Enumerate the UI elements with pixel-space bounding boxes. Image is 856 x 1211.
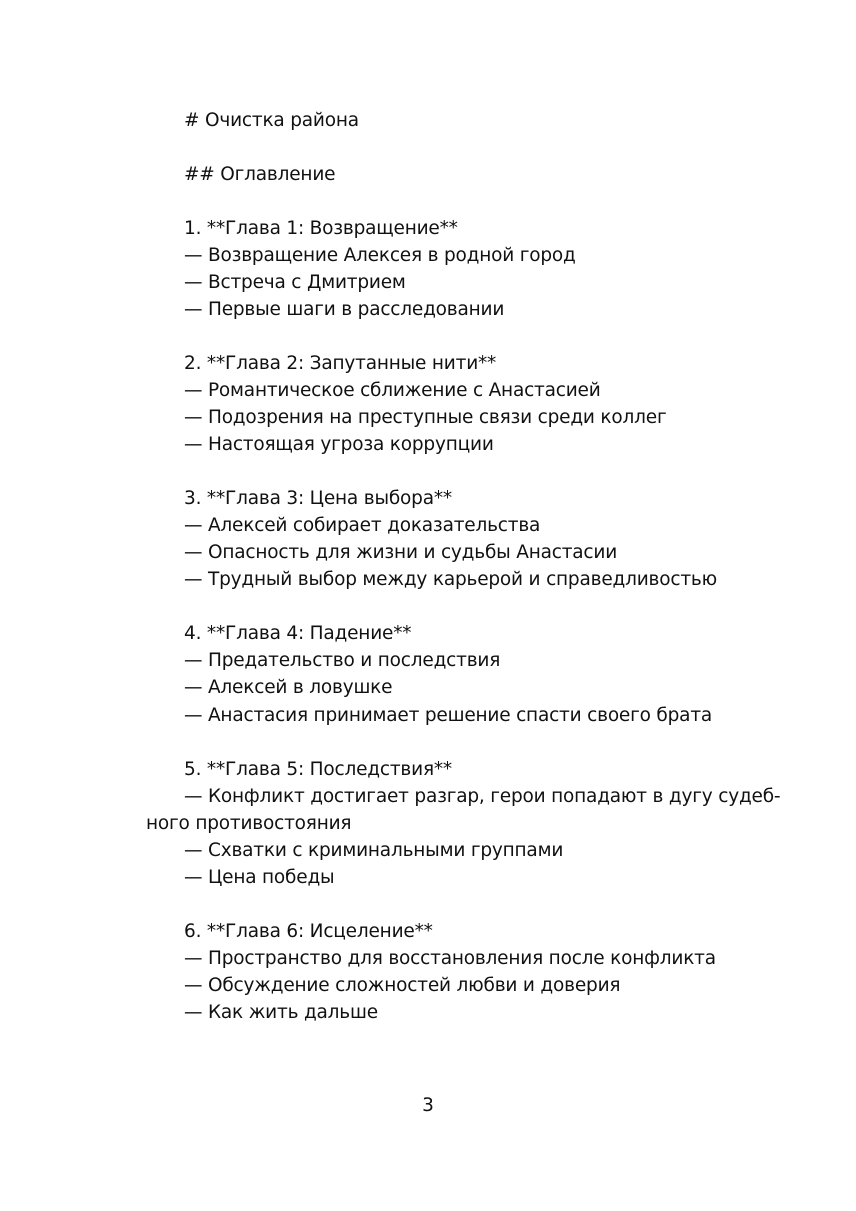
list-item: — Обсуждение сложностей любви и доверия [184, 975, 621, 996]
page-number: 3 [422, 1095, 434, 1116]
list-item: — Как жить дальше [184, 1002, 378, 1023]
list-item: — Предательство и последствия [184, 650, 501, 671]
document-title: # Очистка района [184, 110, 359, 131]
list-item: — Конфликт достигает разгар, герои попадают в дугу судеб- [184, 786, 781, 807]
list-item-continuation: ного противостояния [146, 813, 352, 834]
chapter-heading: 3. **Глава 3: Цена выбора** [184, 488, 452, 509]
list-item: — Алексей собирает доказательства [184, 515, 541, 536]
chapter-heading: 1. **Глава 1: Возвращение** [184, 218, 458, 239]
list-item: — Настоящая угроза коррупции [184, 434, 494, 455]
list-item: — Встреча с Дмитрием [184, 272, 406, 293]
list-item: — Возвращение Алексея в родной город [184, 245, 576, 266]
list-item: — Схватки с криминальными группами [184, 840, 564, 861]
list-item: — Цена победы [184, 867, 335, 888]
list-item: — Опасность для жизни и судьбы Анастасии [184, 542, 618, 563]
chapter-heading: 6. **Глава 6: Исцеление** [184, 921, 433, 942]
list-item: — Романтическое сближение с Анастасией [184, 380, 601, 401]
chapter-heading: 2. **Глава 2: Запутанные нити** [184, 353, 497, 374]
list-item: — Подозрения на преступные связи среди коллег [184, 407, 667, 428]
list-item: — Трудный выбор между карьерой и справедливостью [184, 569, 717, 590]
chapter-heading: 4. **Глава 4: Падение** [184, 623, 412, 644]
list-item: — Алексей в ловушке [184, 677, 393, 698]
list-item: — Первые шаги в расследовании [184, 299, 505, 320]
list-item: — Анастасия принимает решение спасти своего брата [184, 705, 713, 726]
toc-heading: ## Оглавление [184, 164, 336, 185]
list-item: — Пространство для восстановления после конфликта [184, 948, 716, 969]
chapter-heading: 5. **Глава 5: Последствия** [184, 759, 452, 780]
